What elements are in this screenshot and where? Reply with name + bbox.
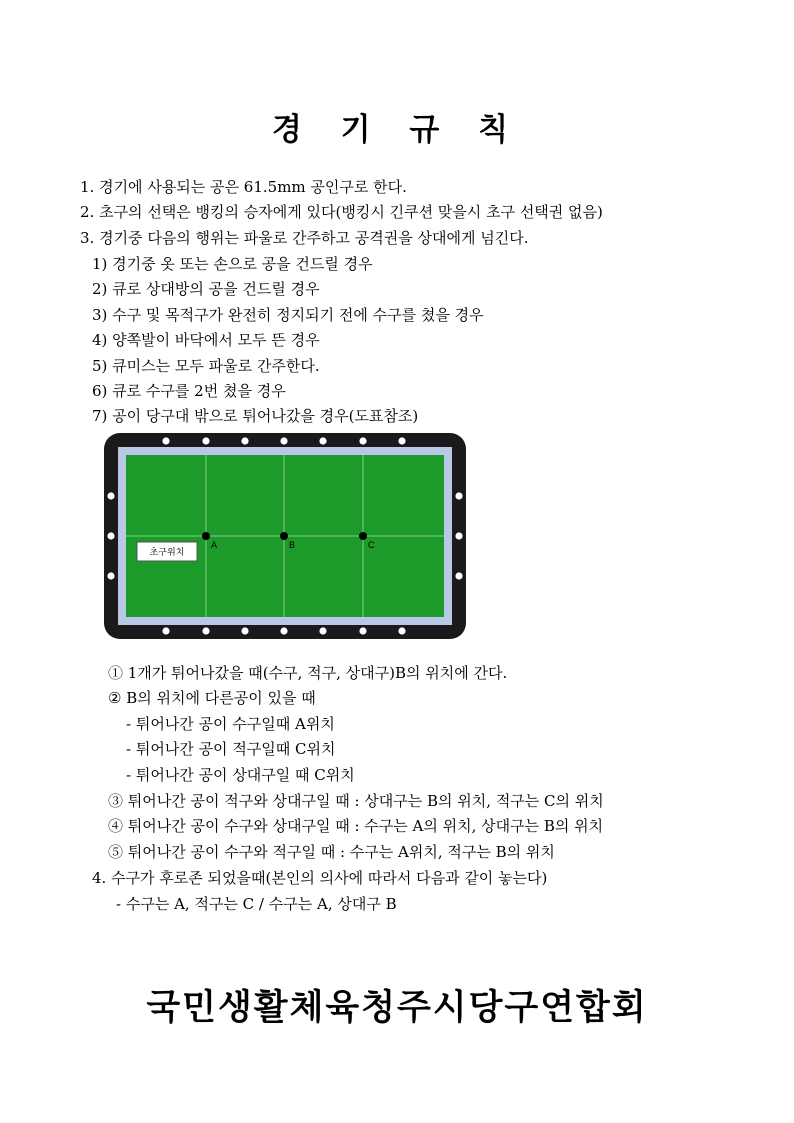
foul-item-7: 7) 공이 당구대 밖으로 튀어나갔을 경우(도표참조) <box>92 407 419 425</box>
diamond-top <box>162 437 169 444</box>
spot-a <box>202 532 210 540</box>
diamond-right <box>455 492 462 499</box>
spot-b <box>280 532 288 540</box>
page-title: 경 기 규 칙 <box>271 112 523 148</box>
diamond-bottom <box>359 627 366 634</box>
case-4: ④ 튀어나간 공이 수구와 상대구일 때 : 수구는 A의 위치, 상대구는 B의 위치 <box>108 817 604 835</box>
diamond-right <box>455 572 462 579</box>
case-2-sub-3: - 튀어나간 공이 상대구일 때 C위치 <box>126 766 355 784</box>
diamond-right <box>455 532 462 539</box>
foul-item-5: 5) 큐미스는 모두 파울로 간주한다. <box>92 357 320 375</box>
rule-2: 2. 초구의 선택은 뱅킹의 승자에게 있다(뱅킹시 긴쿠션 맞을시 초구 선택권 없음) <box>80 203 603 221</box>
diamond-bottom <box>280 627 287 634</box>
diamond-bottom <box>241 627 248 634</box>
case-5: ⑤ 튀어나간 공이 수구와 적구일 때 : 수구는 A위치, 적구는 B의 위치 <box>108 843 555 861</box>
spot-c <box>359 532 367 540</box>
start-position-label: 초구위치 <box>149 548 185 558</box>
case-1: ① 1개가 튀어나갔을 때(수구, 적구, 상대구)B의 위치에 간다. <box>108 664 508 682</box>
rule-4-sub: - 수구는 A, 적구는 C / 수구는 A, 상대구 B <box>116 895 397 913</box>
diamond-top <box>280 437 287 444</box>
case-2: ② B의 위치에 다른공이 있을 때 <box>108 689 316 707</box>
diamond-bottom <box>319 627 326 634</box>
diamond-bottom <box>398 627 405 634</box>
spot-a-label: A <box>211 540 218 550</box>
diamond-left <box>107 572 114 579</box>
foul-item-3: 3) 수구 및 목적구가 완전히 정지되기 전에 수구를 쳤을 경우 <box>92 306 484 324</box>
diamond-left <box>107 492 114 499</box>
foul-item-1: 1) 경기중 옷 또는 손으로 공을 건드릴 경우 <box>92 255 373 273</box>
case-2-sub-2: - 튀어나간 공이 적구일때 C위치 <box>126 740 336 758</box>
rule-1: 1. 경기에 사용되는 공은 61.5mm 공인구로 한다. <box>80 178 407 196</box>
case-3: ③ 튀어나간 공이 적구와 상대구일 때 : 상대구는 B의 위치, 적구는 C의 위치 <box>108 792 604 810</box>
diamond-top <box>319 437 326 444</box>
foul-item-2: 2) 큐로 상대방의 공을 건드릴 경우 <box>92 280 320 298</box>
rule-4: 4. 수구가 후로존 되었을때(본인의 의사에 따라서 다음과 같이 놓는다) <box>92 869 548 887</box>
spot-b-label: B <box>289 540 296 550</box>
diamond-left <box>107 532 114 539</box>
diamond-bottom <box>202 627 209 634</box>
spot-c-label: C <box>368 540 375 550</box>
footer-organization: 국민생활체육청주시당구연합회 <box>146 988 648 1028</box>
case-2-sub-1: - 튀어나간 공이 수구일때 A위치 <box>126 715 335 733</box>
foul-item-6: 6) 큐로 수구를 2번 쳤을 경우 <box>92 382 286 400</box>
diamond-top <box>202 437 209 444</box>
diamond-bottom <box>162 627 169 634</box>
rule-3: 3. 경기중 다음의 행위는 파울로 간주하고 공격권을 상대에게 넘긴다. <box>80 229 529 247</box>
diamond-top <box>241 437 248 444</box>
diamond-top <box>359 437 366 444</box>
diamond-top <box>398 437 405 444</box>
foul-item-4: 4) 양쪽발이 바닥에서 모두 뜬 경우 <box>92 331 320 349</box>
billiard-table-diagram <box>104 433 466 639</box>
